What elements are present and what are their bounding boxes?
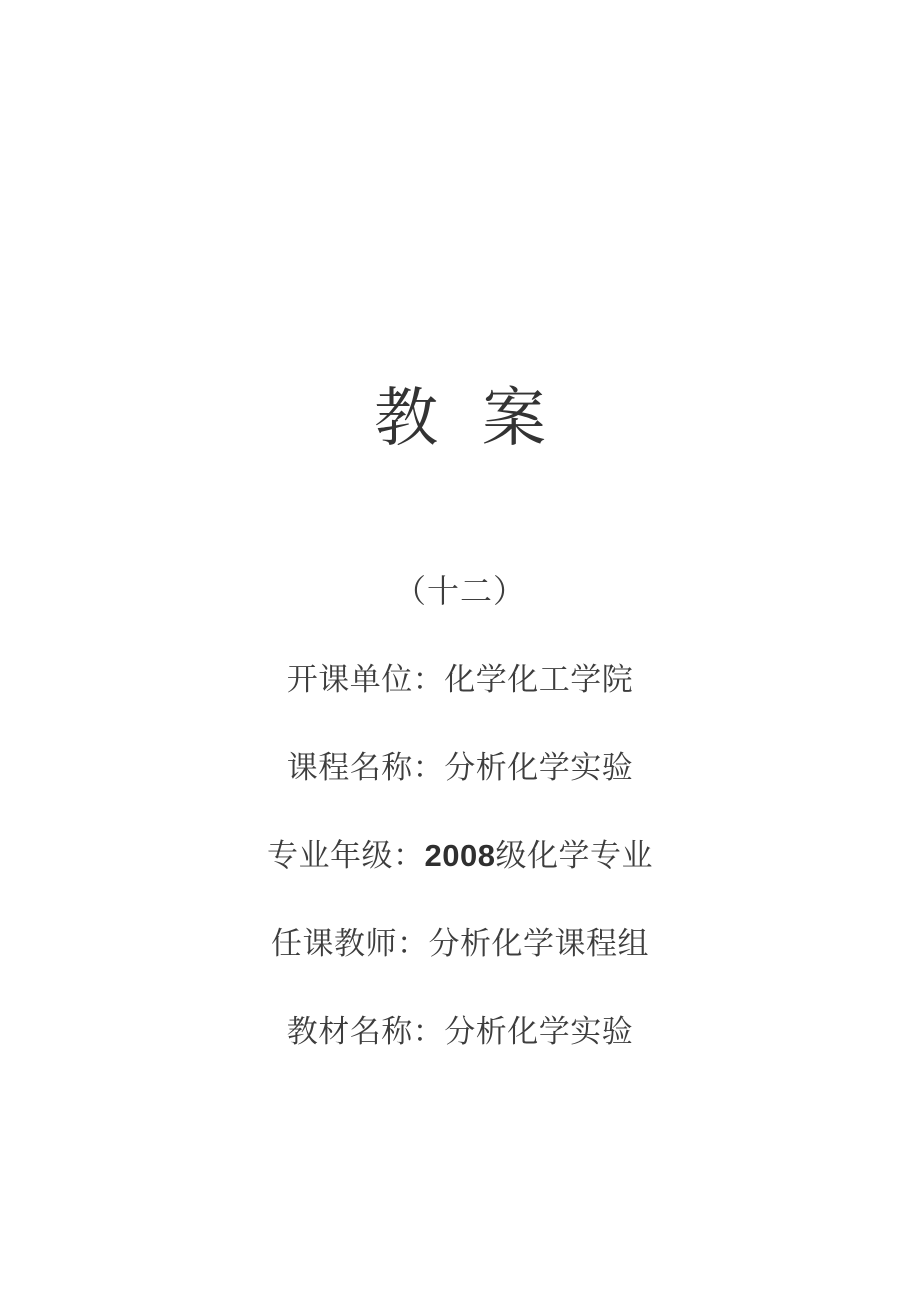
info-line-course-name-text: 课程名称：分析化学实验 (286, 750, 634, 785)
info-line-major-grade-prefix: 专业年级： (267, 838, 425, 873)
info-line-textbook (0, 988, 920, 1076)
document-subtitle: （十二） (393, 573, 526, 609)
info-line-textbook-text: 教材名称：分析化学实验 (286, 1014, 634, 1049)
info-line-teacher-text: 任课教师：分析化学课程组 (271, 926, 649, 961)
info-block (0, 636, 920, 1076)
info-line-major-grade (0, 812, 920, 900)
info-line-major-grade-suffix: 级化学专业 (495, 838, 653, 873)
document-title: 教 案 (374, 382, 546, 454)
info-line-course-unit (0, 636, 920, 724)
info-line-teacher (0, 900, 920, 988)
info-line-course-unit-text: 开课单位：化学化工学院 (286, 662, 634, 697)
info-line-course-name (0, 724, 920, 812)
info-line-major-grade-year: 2008 (424, 838, 496, 873)
